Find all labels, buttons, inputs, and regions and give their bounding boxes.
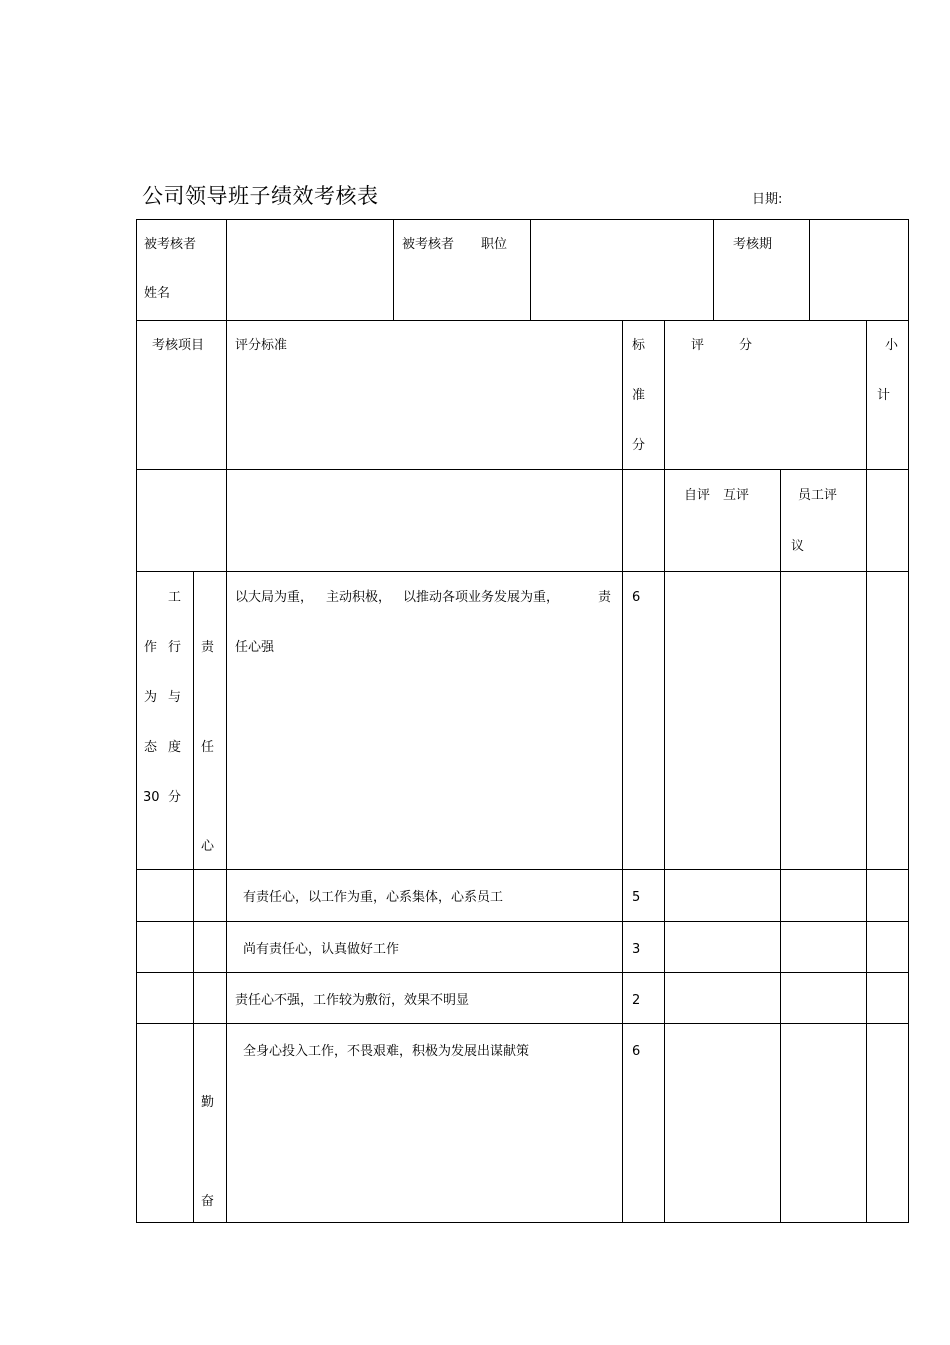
column-header-staff-eval: 议 (791, 539, 805, 554)
table-divider (193, 571, 194, 1223)
table-divider (136, 469, 909, 470)
table-divider (136, 320, 909, 321)
table-divider (136, 869, 909, 870)
column-header-staff-eval: 员工评 (798, 488, 838, 503)
column-header-peer-eval: 互评 (723, 488, 750, 503)
column-header-item: 考核项目 (152, 338, 205, 353)
assessment-period-label: 考核期 (733, 237, 773, 252)
document-title: 公司领导班子绩效考核表 (142, 184, 379, 208)
column-header-rating: 分 (739, 338, 753, 353)
column-header-standard-score: 分 (632, 438, 646, 453)
column-header-self-eval: 自评 (684, 488, 711, 503)
column-header-subtotal: 小 (885, 338, 899, 353)
sub-item-responsibility: 心 (201, 839, 215, 854)
category-label: 作 (144, 640, 158, 655)
table-divider (136, 1023, 909, 1024)
assessee-name-label-2: 姓名 (144, 286, 171, 301)
criteria-text: 以推动各项业务发展为重， (403, 590, 560, 605)
category-label: 态 (144, 740, 158, 755)
criteria-text: 主动积极， (326, 590, 392, 605)
criteria-text: 有责任心，以工作为重，心系集体，心系员工 (243, 890, 504, 905)
table-divider (622, 320, 623, 1223)
table-border-bottom (136, 1222, 909, 1223)
table-divider (530, 219, 531, 321)
table-border-top (136, 219, 909, 220)
assessee-name-label: 被考核者 (144, 237, 197, 252)
category-label: 度 (168, 740, 182, 755)
table-divider (664, 320, 665, 1223)
sub-item-responsibility: 责 (201, 640, 215, 655)
category-label: 工 (168, 590, 182, 605)
column-header-subtotal: 计 (877, 388, 891, 403)
standard-score: 2 (632, 993, 641, 1008)
criteria-text: 以大局为重， (235, 590, 314, 605)
table-divider (136, 972, 909, 973)
criteria-text: 尚有责任心，认真做好工作 (243, 942, 400, 957)
standard-score: 3 (632, 942, 641, 957)
criteria-text: 责 (598, 590, 612, 605)
table-divider (136, 921, 909, 922)
criteria-text: 全身心投入工作，不畏艰难，积极为发展出谋献策 (243, 1044, 530, 1059)
assessee-position-label-2: 职位 (481, 237, 508, 252)
sub-item-diligence: 奋 (201, 1194, 215, 1209)
table-border-left (136, 219, 137, 1223)
table-divider (136, 571, 909, 572)
standard-score: 6 (632, 1044, 641, 1059)
table-divider (780, 469, 781, 1223)
criteria-text: 任心强 (235, 640, 275, 655)
assessee-position-label: 被考核者 (402, 237, 455, 252)
table-divider (226, 219, 227, 321)
column-header-standard-score: 标 (632, 338, 646, 353)
table-border-right (908, 219, 909, 1223)
date-label: 日期: (752, 192, 783, 207)
table-divider (866, 320, 867, 1223)
sub-item-diligence: 勤 (201, 1095, 215, 1110)
category-label: 为 (144, 690, 158, 705)
standard-score: 5 (632, 890, 641, 905)
table-divider (713, 219, 714, 321)
criteria-text: 责任心不强，工作较为敷衍，效果不明显 (235, 993, 470, 1008)
table-divider (226, 320, 227, 1223)
column-header-standard-score: 准 (632, 388, 646, 403)
category-label: 分 (168, 790, 182, 805)
table-divider (393, 219, 394, 321)
sub-item-responsibility: 任 (201, 740, 215, 755)
standard-score: 6 (632, 590, 641, 605)
category-label: 行 (168, 640, 182, 655)
category-label: 与 (168, 690, 182, 705)
table-divider (809, 219, 810, 321)
category-label: 30 (143, 790, 160, 805)
column-header-rating: 评 (691, 338, 705, 353)
column-header-criteria: 评分标准 (235, 338, 288, 353)
